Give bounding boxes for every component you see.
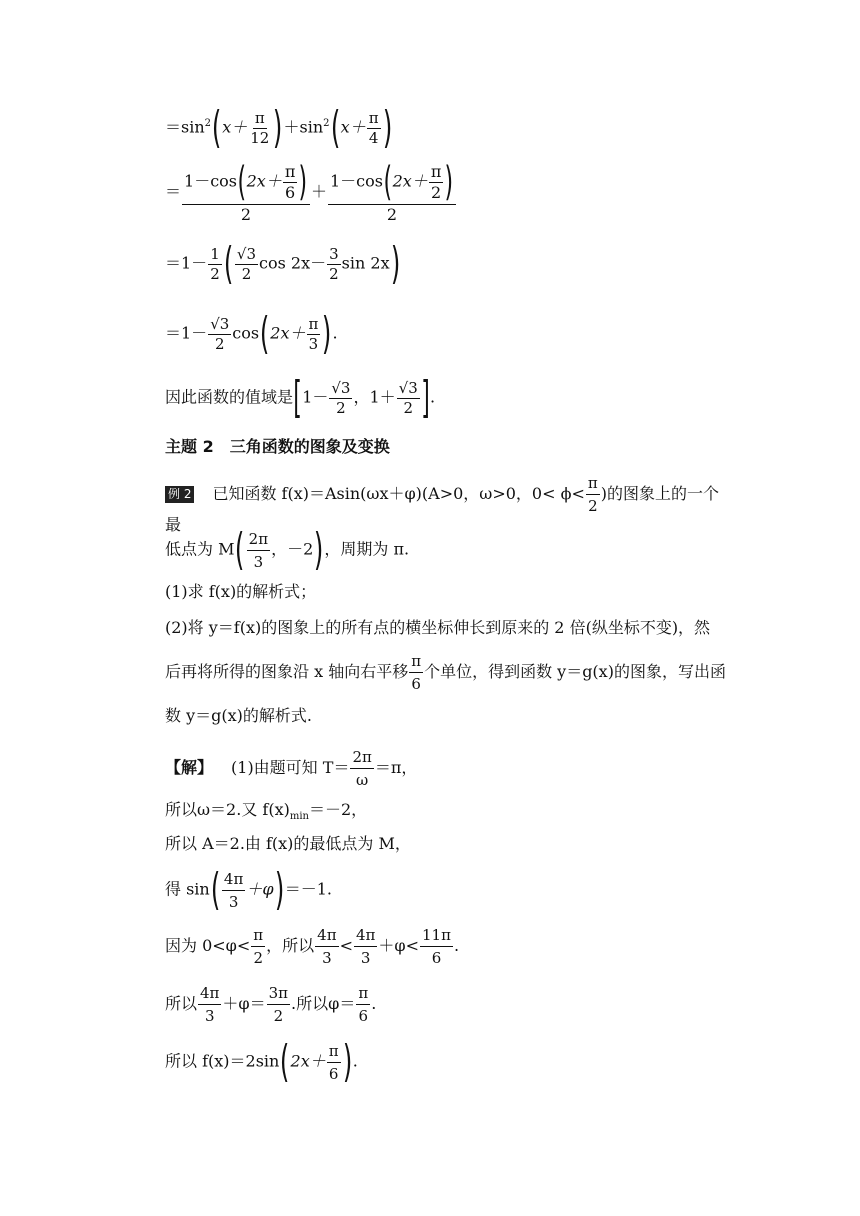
- denominator: 2: [240, 205, 252, 224]
- text: 1－cos: [329, 171, 383, 191]
- numerator: 2π: [350, 748, 373, 769]
- denominator: 3: [308, 334, 319, 353]
- right-paren: ): [342, 1036, 352, 1087]
- solution-line-7: [165, 1036, 731, 1087]
- denominator: 2: [253, 949, 263, 967]
- fraction: [409, 652, 423, 693]
- text: 后再将所得的图象沿 x 轴向右平移: [165, 662, 409, 681]
- text: ，周期为 π.: [324, 539, 410, 559]
- text: ＋φ＝: [222, 994, 266, 1013]
- superscript: 2: [323, 118, 330, 130]
- left-paren: (: [259, 308, 270, 359]
- denominator: 2: [588, 497, 598, 515]
- fraction: [397, 378, 420, 417]
- fraction: [283, 161, 298, 202]
- solution-line-1: [165, 748, 731, 789]
- section-heading: 主题 2 三角函数的图象及变换: [165, 437, 390, 456]
- text: sin 2x: [341, 253, 390, 273]
- question-2-line-3: 数 y＝g(x)的解析式.: [165, 706, 312, 725]
- text: 个单位，得到函数 y＝g(x)的图象，写出函: [424, 662, 726, 681]
- text: ＝1－: [165, 253, 208, 273]
- left-bracket: [: [293, 372, 302, 423]
- text: 因为 0<φ<: [165, 936, 251, 955]
- equation-line-1: [165, 102, 393, 153]
- denominator: 3: [322, 949, 332, 967]
- denominator: 2: [214, 334, 225, 353]
- text: .: [429, 387, 436, 407]
- text: 得 sin: [165, 879, 210, 899]
- equation-line-4: [165, 308, 338, 359]
- numerator: π: [368, 108, 379, 127]
- numerator: π: [586, 474, 600, 495]
- text: x＋: [340, 117, 366, 137]
- fraction: [208, 314, 231, 353]
- fraction: [198, 984, 221, 1025]
- solution-line-3: 所以 A＝2.由 f(x)的最低点为 M，: [165, 834, 411, 853]
- denominator: 6: [411, 675, 421, 693]
- text: ＝: [165, 182, 182, 201]
- numerator: [182, 159, 310, 205]
- example-statement-line-1: [165, 474, 731, 534]
- fraction: [350, 748, 373, 789]
- text: ＝1－: [165, 323, 208, 343]
- numerator: 3π: [267, 984, 290, 1005]
- solution-line-5: [165, 926, 731, 967]
- text: ，－2: [271, 539, 314, 559]
- right-paren: ): [274, 864, 284, 915]
- text: ＋φ: [246, 879, 274, 899]
- range-statement: [165, 372, 436, 423]
- numerator: √3: [331, 378, 351, 397]
- numerator: π: [284, 161, 296, 181]
- right-paren: ): [322, 308, 332, 359]
- superscript: 2: [204, 118, 212, 130]
- denominator: 6: [431, 949, 442, 967]
- text: 所以 f(x)＝2sin: [165, 1051, 280, 1071]
- fraction: [307, 314, 321, 353]
- solution-label: 【解】: [165, 758, 214, 777]
- text: 1－: [302, 387, 329, 407]
- fraction: [247, 530, 270, 571]
- left-paren: (: [211, 102, 222, 153]
- numerator: 4π: [315, 926, 338, 947]
- text: <: [339, 936, 353, 955]
- denominator: 6: [328, 1064, 339, 1083]
- text: 2x＋: [290, 1051, 326, 1071]
- text: cos: [232, 323, 260, 343]
- fraction: [356, 984, 370, 1025]
- fraction: [208, 244, 222, 283]
- text: ＝－2，: [308, 800, 368, 819]
- numerator: π: [251, 926, 265, 947]
- fraction: [420, 926, 453, 967]
- text: .: [371, 994, 377, 1013]
- example-statement-line-2: [165, 524, 731, 575]
- example-badge: 例 2: [165, 486, 194, 502]
- left-paren: (: [210, 864, 221, 915]
- left-paren: (: [280, 1036, 290, 1087]
- text: 1－cos: [184, 171, 238, 191]
- right-paren: ): [273, 102, 283, 153]
- fraction: [586, 474, 600, 515]
- denominator: 2: [386, 205, 398, 224]
- text: .所以φ＝: [291, 994, 356, 1013]
- text: 低点为 M: [165, 539, 235, 559]
- fraction: [327, 244, 341, 283]
- question-1: (1)求 f(x)的解析式；: [165, 582, 317, 601]
- numerator: [328, 159, 456, 205]
- numerator: 4π: [354, 926, 377, 947]
- fraction: [327, 1042, 341, 1083]
- numerator: 4π: [222, 870, 245, 891]
- text: 所以: [165, 994, 198, 1013]
- text: x＋: [222, 117, 248, 137]
- text: ＋: [310, 182, 327, 201]
- fraction: [267, 984, 290, 1025]
- denominator: 4: [368, 128, 379, 147]
- fraction: [251, 926, 265, 967]
- denominator: 6: [285, 182, 296, 202]
- right-paren: ): [298, 159, 308, 205]
- question-2-line-1: (2)将 y＝f(x)的图象上的所有点的横坐标伸长到原来的 2 倍(纵坐标不变)，然: [165, 618, 711, 637]
- fraction: [328, 159, 456, 224]
- right-paren: ): [444, 159, 454, 205]
- denominator: 2: [241, 264, 252, 283]
- fraction: [329, 378, 352, 417]
- right-paren: ): [390, 238, 400, 289]
- fraction: [354, 926, 377, 967]
- denominator: 3: [228, 892, 239, 911]
- denominator: 2: [210, 264, 220, 283]
- numerator: 11π: [420, 926, 453, 947]
- numerator: π: [409, 652, 423, 673]
- text: ＝sin: [165, 117, 205, 137]
- left-paren: (: [330, 102, 340, 153]
- fraction: [222, 870, 245, 911]
- left-paren: (: [237, 159, 247, 205]
- text: (1)由题可知 T＝: [231, 758, 350, 777]
- denominator: ω: [356, 771, 369, 789]
- equation-line-2: [165, 159, 457, 224]
- numerator: 4π: [198, 984, 221, 1005]
- denominator: 2: [273, 1007, 284, 1025]
- text: 2x＋: [246, 171, 282, 191]
- left-paren: (: [235, 524, 245, 575]
- text: 因此函数的值域是: [165, 387, 294, 407]
- text: ＝π，: [374, 758, 418, 777]
- text: ＋sin: [283, 117, 324, 137]
- solution-line-6: [165, 984, 731, 1025]
- text: 已知函数 f(x)＝Asin(ωx＋φ)(A>0，ω>0，0< ϕ<: [212, 484, 585, 503]
- text: )的图象上的一个最: [165, 484, 720, 534]
- numerator: 3: [329, 244, 339, 263]
- text: 所以ω＝2.又 f(x): [165, 800, 290, 819]
- right-bracket: ]: [421, 372, 430, 423]
- text: .: [332, 323, 338, 343]
- fraction: [315, 926, 338, 967]
- numerator: √3: [398, 378, 418, 397]
- subscript: min: [289, 811, 309, 823]
- denominator: 3: [253, 552, 264, 571]
- question-2-line-2: [165, 652, 731, 693]
- text: cos 2x－: [259, 253, 327, 273]
- fraction: [429, 161, 444, 202]
- numerator: π: [254, 108, 265, 127]
- text: ＋φ<: [378, 936, 420, 955]
- denominator: 2: [430, 182, 442, 202]
- denominator: 2: [403, 398, 413, 417]
- numerator: π: [327, 1042, 341, 1063]
- equation-line-3: [165, 238, 401, 289]
- denominator: 3: [360, 949, 371, 967]
- numerator: π: [308, 314, 319, 333]
- numerator: 2π: [247, 530, 270, 551]
- left-paren: (: [383, 159, 393, 205]
- text: 2x＋: [270, 323, 306, 343]
- text: ＝－1.: [284, 879, 332, 899]
- right-paren: ): [314, 524, 324, 575]
- denominator: 12: [250, 128, 270, 147]
- numerator: π: [356, 984, 370, 1005]
- fraction: [367, 108, 381, 147]
- denominator: 6: [358, 1007, 369, 1025]
- denominator: 3: [204, 1007, 215, 1025]
- numerator: 1: [210, 244, 220, 263]
- fraction: [235, 244, 258, 283]
- text: .: [352, 1051, 358, 1071]
- fraction: [182, 159, 310, 224]
- solution-line-2: [165, 800, 731, 823]
- denominator: 2: [336, 398, 346, 417]
- text: 2x＋: [392, 171, 428, 191]
- text: ，所以: [266, 936, 315, 955]
- numerator: √3: [210, 314, 230, 333]
- numerator: π: [430, 161, 442, 181]
- text: ，1＋: [353, 387, 396, 407]
- fraction: [248, 108, 271, 147]
- left-paren: (: [223, 238, 234, 289]
- numerator: √3: [236, 244, 257, 263]
- text: .: [453, 936, 460, 955]
- denominator: 2: [329, 264, 339, 283]
- right-paren: ): [382, 102, 392, 153]
- solution-line-4: [165, 864, 731, 915]
